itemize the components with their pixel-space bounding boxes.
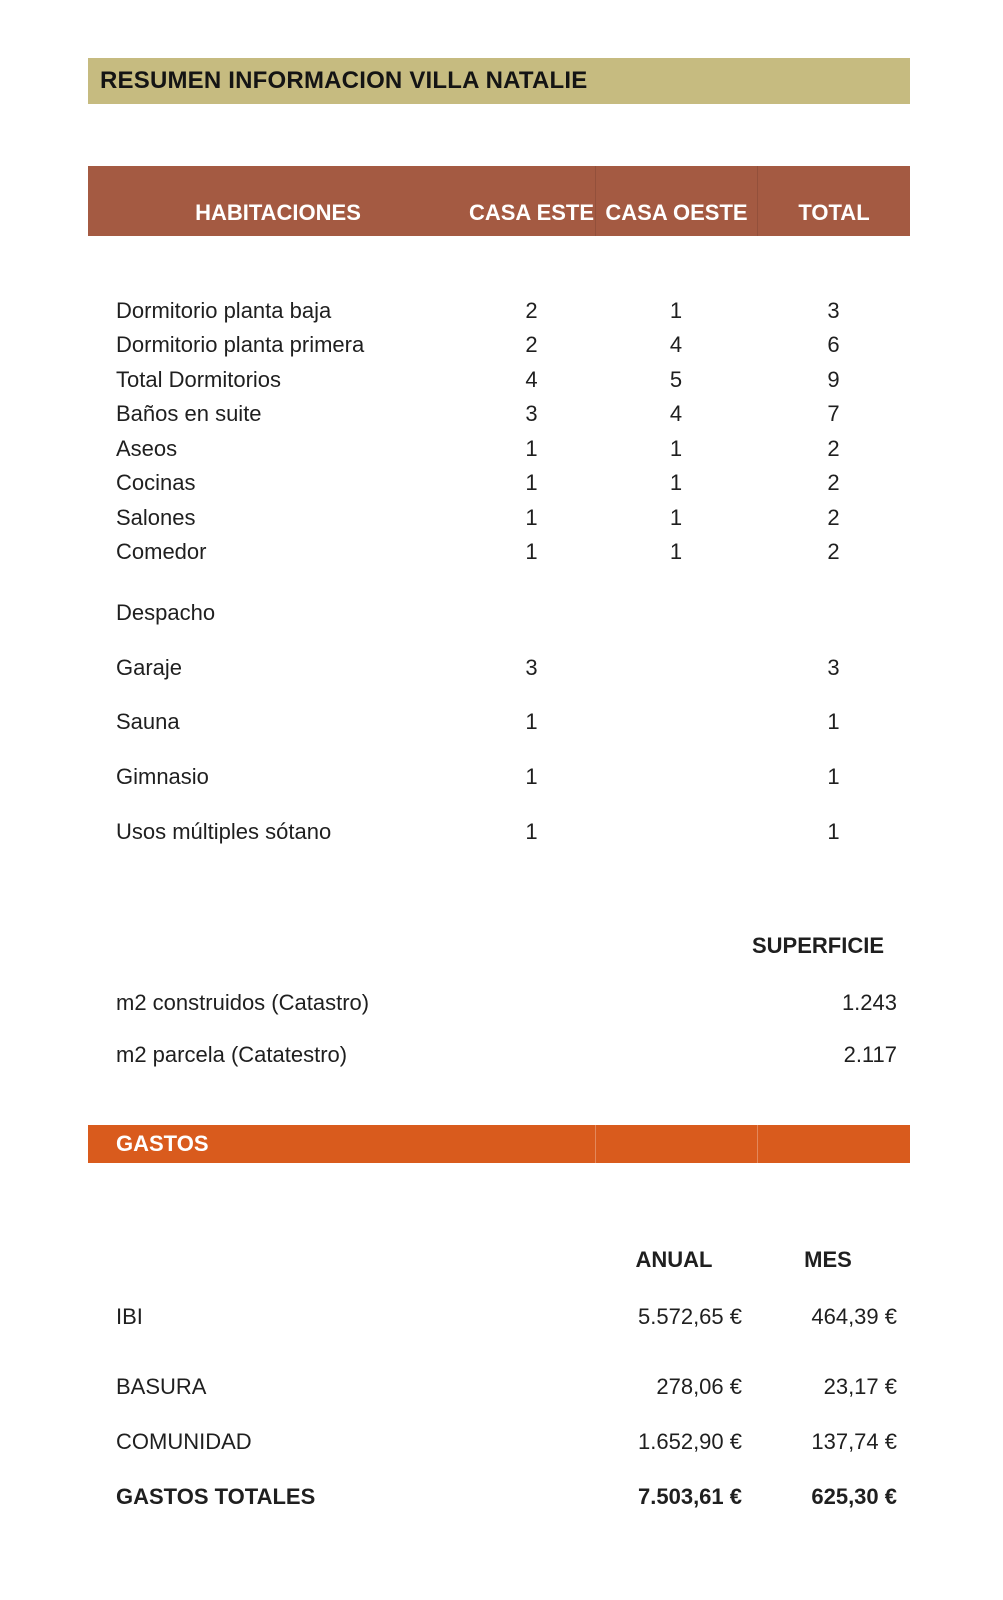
gastos-total-row — [0, 1480, 1003, 1514]
cell-total: 2 — [827, 505, 840, 530]
column-header-total: TOTAL — [757, 166, 910, 236]
superficie-row-label: m2 construidos (Catastro) — [116, 990, 370, 1015]
cell-total: 2 — [827, 436, 840, 461]
cell-casa-oeste: 5 — [669, 367, 683, 392]
cell-casa-este: 1 — [525, 709, 538, 734]
cell-casa-este: 3 — [525, 655, 538, 680]
cell-casa-oeste: 1 — [669, 436, 683, 461]
row-label: Aseos — [116, 436, 178, 461]
cell-total: 3 — [827, 298, 840, 323]
column-header-anual: ANUAL — [635, 1247, 713, 1272]
cell-casa-oeste — [595, 760, 757, 794]
cell-casa-oeste: 1 — [669, 298, 683, 323]
gastos-mes-value: 625,30 € — [811, 1484, 897, 1509]
cell-total: 7 — [827, 401, 840, 426]
row-label: Dormitorio planta primera — [116, 332, 365, 357]
cell-total: 3 — [827, 655, 840, 680]
cell-casa-oeste: 4 — [669, 332, 683, 357]
row-label: Usos múltiples sótano — [116, 819, 332, 844]
row-label: Cocinas — [116, 470, 196, 495]
cell-casa-oeste: 1 — [669, 505, 683, 530]
column-header-casa-oeste: CASA OESTE — [595, 166, 757, 236]
row-label: Dormitorio planta baja — [116, 298, 332, 323]
row-label: Comedor — [116, 539, 207, 564]
cell-casa-este: 1 — [525, 764, 538, 789]
table-row — [88, 535, 910, 569]
row-label: Sauna — [116, 709, 180, 734]
gastos-section-title: GASTOS — [116, 1131, 209, 1156]
cell-casa-este: 4 — [525, 367, 538, 392]
cell-casa-este: 3 — [525, 401, 538, 426]
gastos-mes-value: 23,17 € — [823, 1374, 897, 1399]
table-row — [88, 294, 910, 328]
gastos-row — [0, 1425, 1003, 1459]
superficie-header: SUPERFICIE — [751, 933, 885, 958]
table-row — [88, 596, 910, 630]
table-row — [88, 328, 910, 362]
cell-casa-oeste — [595, 815, 757, 849]
cell-casa-oeste: 4 — [669, 401, 683, 426]
page-title: RESUMEN INFORMACION VILLA NATALIE — [100, 67, 588, 94]
cell-total — [757, 596, 910, 630]
gastos-row-label: IBI — [116, 1304, 143, 1329]
cell-casa-oeste — [595, 651, 757, 685]
cell-casa-este: 1 — [525, 470, 538, 495]
table-row — [88, 651, 910, 685]
table-row — [88, 466, 910, 500]
cell-casa-este: 2 — [525, 298, 538, 323]
row-label: Total Dormitorios — [116, 367, 282, 392]
row-label: Despacho — [116, 600, 216, 625]
gastos-anual-value: 1.652,90 € — [638, 1429, 742, 1454]
gastos-row-label: GASTOS TOTALES — [116, 1484, 316, 1509]
superficie-row-value: 1.243 — [841, 990, 897, 1015]
superficie-row-value: 2.117 — [843, 1042, 897, 1067]
row-label: Gimnasio — [116, 764, 209, 789]
cell-total: 6 — [827, 332, 840, 357]
gastos-row-label: COMUNIDAD — [116, 1429, 252, 1454]
table-row — [88, 501, 910, 535]
cell-total: 9 — [827, 367, 840, 392]
cell-casa-este: 2 — [525, 332, 538, 357]
cell-casa-este: 1 — [525, 436, 538, 461]
cell-seam — [757, 1125, 758, 1163]
superficie-row — [0, 986, 1003, 1020]
gastos-anual-value: 5.572,65 € — [638, 1304, 742, 1329]
superficie-row-label: m2 parcela (Catatestro) — [116, 1042, 348, 1067]
row-label: Garaje — [116, 655, 183, 680]
gastos-anual-value: 278,06 € — [656, 1374, 742, 1399]
cell-casa-oeste: 1 — [669, 470, 683, 495]
cell-total: 1 — [827, 764, 840, 789]
gastos-row-label: BASURA — [116, 1374, 207, 1399]
gastos-anual-value: 7.503,61 € — [638, 1484, 742, 1509]
cell-total: 1 — [827, 819, 840, 844]
table-row — [88, 760, 910, 794]
cell-casa-oeste — [595, 705, 757, 739]
cell-total: 2 — [827, 470, 840, 495]
table-row — [88, 815, 910, 849]
title-bar — [88, 58, 910, 104]
gastos-mes-value: 464,39 € — [811, 1304, 897, 1329]
cell-seam — [595, 1125, 596, 1163]
cell-casa-oeste — [595, 596, 757, 630]
cell-casa-este: 1 — [525, 819, 538, 844]
cell-total: 1 — [827, 709, 840, 734]
gastos-row — [0, 1300, 1003, 1334]
cell-casa-este: 1 — [525, 539, 538, 564]
gastos-section-header — [88, 1125, 910, 1163]
gastos-row — [0, 1370, 1003, 1404]
cell-total: 2 — [827, 539, 840, 564]
superficie-row — [0, 1038, 1003, 1072]
row-label: Salones — [116, 505, 196, 530]
table-row — [88, 705, 910, 739]
cell-casa-oeste: 1 — [669, 539, 683, 564]
gastos-mes-value: 137,74 € — [811, 1429, 897, 1454]
column-header-casa-este: CASA ESTE — [468, 200, 595, 225]
column-header-habitaciones: HABITACIONES — [195, 200, 361, 225]
column-header-mes: MES — [804, 1247, 852, 1272]
rooms-table-header — [88, 166, 910, 236]
cell-casa-este — [468, 596, 595, 630]
cell-casa-este: 1 — [525, 505, 538, 530]
table-row — [88, 363, 910, 397]
table-row — [88, 397, 910, 431]
row-label: Baños en suite — [116, 401, 262, 426]
table-row — [88, 432, 910, 466]
